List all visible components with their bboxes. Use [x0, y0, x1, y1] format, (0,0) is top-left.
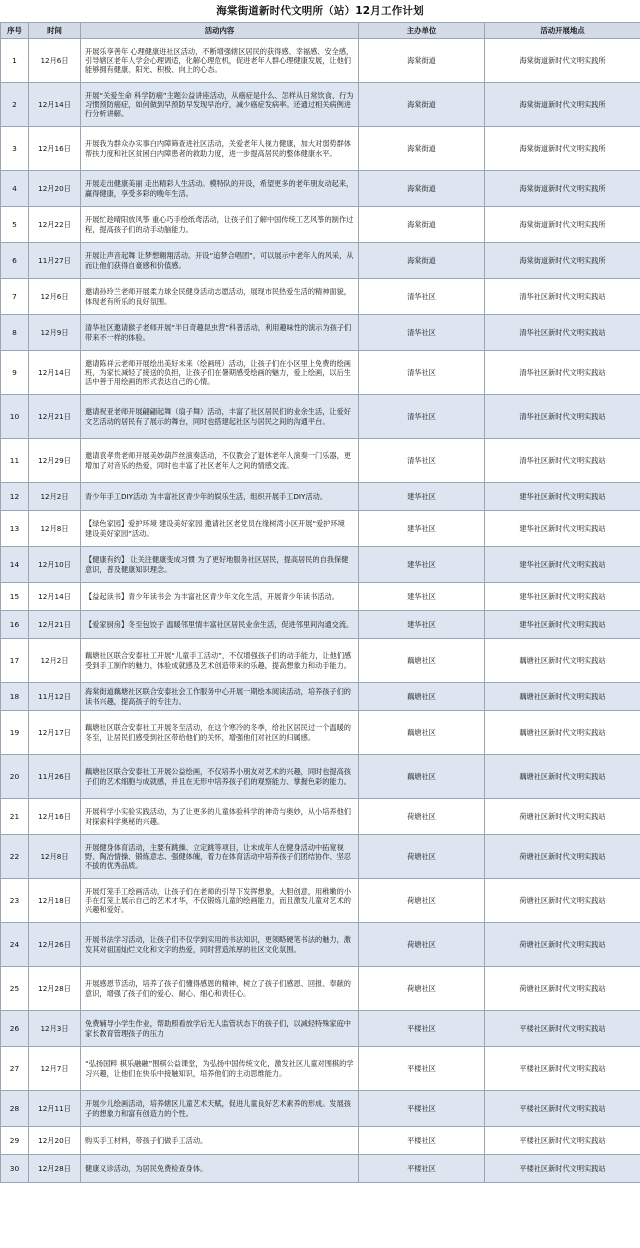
row-organizer: 藕塘社区 [359, 639, 485, 683]
table-row [1, 835, 640, 879]
row-time: 12月10日 [29, 547, 81, 583]
row-location: 海棠街道新时代文明实践所 [485, 207, 640, 243]
row-time: 12月7日 [29, 1047, 81, 1091]
row-number: 16 [1, 611, 29, 639]
row-time: 12月8日 [29, 511, 81, 547]
row-time: 12月14日 [29, 583, 81, 611]
row-time: 12月28日 [29, 967, 81, 1011]
row-content: 健康义诊活动，为居民免费检查身体。 [81, 1155, 359, 1183]
row-content: 开展感恩节活动，培养了孩子们懂得感恩的精神，树立了孩子们感恩、回报、奉献的意识，增强了孩子们的爱心、耐心、细心和责任心。 [81, 967, 359, 1011]
table-row [1, 395, 640, 439]
header-time: 时间 [29, 23, 81, 39]
table-row [1, 171, 640, 207]
row-location: 平楼社区新时代文明实践站 [485, 1047, 640, 1091]
row-number: 8 [1, 315, 29, 351]
row-content: 藕塘社区联合安泰社工开展冬至活动，在这个寒冷的冬季，给社区居民过一个温暖的冬至，让居民们感受到社区带给他们的关怀，增强他们对社区的归属感。 [81, 711, 359, 755]
row-number: 28 [1, 1091, 29, 1127]
table-row [1, 279, 640, 315]
row-location: 藕塘社区新时代文明实践站 [485, 711, 640, 755]
row-time: 11月26日 [29, 755, 81, 799]
row-time: 12月29日 [29, 439, 81, 483]
row-organizer: 清华社区 [359, 351, 485, 395]
table-row [1, 1047, 640, 1091]
row-content: 【健康有约】 让关注健康变成习惯 为了更好地服务社区居民，提高居民的自我保健意识，普及健康知识理念。 [81, 547, 359, 583]
table-body [1, 39, 640, 1183]
header-org: 主办单位 [359, 23, 485, 39]
table-row [1, 547, 640, 583]
row-time: 12月2日 [29, 483, 81, 511]
header-no: 序号 [1, 23, 29, 39]
row-number: 10 [1, 395, 29, 439]
row-time: 12月6日 [29, 39, 81, 83]
row-number: 26 [1, 1011, 29, 1047]
table-row [1, 755, 640, 799]
row-number: 5 [1, 207, 29, 243]
row-number: 3 [1, 127, 29, 171]
row-location: 荷塘社区新时代文明实践站 [485, 879, 640, 923]
row-location: 藕塘社区新时代文明实践站 [485, 639, 640, 683]
row-number: 14 [1, 547, 29, 583]
row-location: 海棠街道新时代文明实践所 [485, 39, 640, 83]
table-row [1, 207, 640, 243]
row-content: 开展灯笼手工绘画活动，让孩子们在老师的引导下发挥想象，大胆创意，用稚嫩的小手在灯笼上展示自己的艺术才华，不仅锻炼儿童的绘画能力，而且激发儿童对艺术的兴趣和爱好。 [81, 879, 359, 923]
row-organizer: 建华社区 [359, 583, 485, 611]
row-number: 24 [1, 923, 29, 967]
row-location: 清华社区新时代文明实践站 [485, 279, 640, 315]
row-content: “弘扬国粹 棋乐融融”围棋公益课堂，为弘扬中国传统文化，激发社区儿童对围棋的学习兴趣，让他们在快乐中接触知识，培养他们的主动思维能力。 [81, 1047, 359, 1091]
row-number: 15 [1, 583, 29, 611]
row-content: 开展少儿绘画活动，培养辖区儿童艺术天赋，促进儿童良好艺术素养的形成。发展孩子的想象力和富有创造力的个性。 [81, 1091, 359, 1127]
row-organizer: 建华社区 [359, 611, 485, 639]
row-organizer: 海棠街道 [359, 127, 485, 171]
table-row [1, 127, 640, 171]
row-time: 12月9日 [29, 315, 81, 351]
table-row [1, 639, 640, 683]
row-time: 12月28日 [29, 1155, 81, 1183]
row-organizer: 清华社区 [359, 279, 485, 315]
row-number: 23 [1, 879, 29, 923]
row-number: 9 [1, 351, 29, 395]
row-content: 购买手工材料，带孩子们做手工活动。 [81, 1127, 359, 1155]
row-organizer: 建华社区 [359, 511, 485, 547]
row-organizer: 平楼社区 [359, 1047, 485, 1091]
row-time: 12月21日 [29, 611, 81, 639]
row-organizer: 海棠街道 [359, 39, 485, 83]
table-row [1, 439, 640, 483]
row-location: 平楼社区新时代文明实践站 [485, 1011, 640, 1047]
table-row [1, 799, 640, 835]
row-organizer: 清华社区 [359, 395, 485, 439]
row-location: 荷塘社区新时代文明实践站 [485, 923, 640, 967]
row-number: 20 [1, 755, 29, 799]
row-number: 18 [1, 683, 29, 711]
row-location: 平楼社区新时代文明实践站 [485, 1155, 640, 1183]
row-content: 免费辅导小学生作业，帮助照看放学后无人监管状态下的孩子们，以减轻特殊家庭中家长教育管理孩子的压力 [81, 1011, 359, 1047]
row-time: 12月18日 [29, 879, 81, 923]
row-time: 11月12日 [29, 683, 81, 711]
row-time: 12月16日 [29, 799, 81, 835]
row-content: 邀请袁孝贵老师开展美妙葫芦丝演奏活动，不仅教会了退休老年人演奏一门乐器，更增加了对音乐的热爱，同时也丰富了社区老年人之间的情感交流。 [81, 439, 359, 483]
row-organizer: 平楼社区 [359, 1091, 485, 1127]
row-location: 海棠街道新时代文明实践所 [485, 83, 640, 127]
row-number: 29 [1, 1127, 29, 1155]
row-location: 平楼社区新时代文明实践站 [485, 1091, 640, 1127]
table-row [1, 683, 640, 711]
table-row [1, 583, 640, 611]
table-row [1, 1011, 640, 1047]
row-content: 【绿色家园】爱护环境 建设美好家园 邀请社区老党员在缘树湾小区开展“爱护环境 建设美好家园”活动。 [81, 511, 359, 547]
row-time: 12月3日 [29, 1011, 81, 1047]
row-location: 海棠街道新时代文明实践所 [485, 127, 640, 171]
row-time: 12月20日 [29, 171, 81, 207]
row-location: 清华社区新时代文明实践站 [485, 395, 640, 439]
table-row [1, 711, 640, 755]
row-content: 【益起读书】青少年读书会 为丰富社区青少年文化生活，开展青少年读书活动。 [81, 583, 359, 611]
row-content: 青少年手工DIY活动 为丰富社区青少年的娱乐生活，组织开展手工DIY活动。 [81, 483, 359, 511]
row-organizer: 荷塘社区 [359, 923, 485, 967]
row-content: 开展乐享善年 心理健康进社区活动，不断增强辖区居民的获得感、幸福感、安全感，引导辖区老年人学会心理调适，化解心理危机，促进老年人群心理健康发展，让他们能够拥有健康、阳光、积极、向上的心态。 [81, 39, 359, 83]
table-row [1, 611, 640, 639]
row-time: 12月8日 [29, 835, 81, 879]
row-number: 22 [1, 835, 29, 879]
row-content: 【爱家厨房】冬至包饺子 温暖邻里情丰富社区居民业余生活，促进邻里间沟通交流。 [81, 611, 359, 639]
row-location: 荷塘社区新时代文明实践站 [485, 835, 640, 879]
row-number: 11 [1, 439, 29, 483]
row-content: 开展科学小实验实践活动，为了让更多的儿童体验科学的神奇与奥妙，从小培养他们对探索科学奥秘的兴趣。 [81, 799, 359, 835]
row-location: 建华社区新时代文明实践站 [485, 511, 640, 547]
row-location: 荷塘社区新时代文明实践站 [485, 967, 640, 1011]
row-number: 2 [1, 83, 29, 127]
row-location: 清华社区新时代文明实践站 [485, 351, 640, 395]
row-organizer: 平楼社区 [359, 1011, 485, 1047]
table-row [1, 1155, 640, 1183]
row-number: 13 [1, 511, 29, 547]
row-location: 藕塘社区新时代文明实践站 [485, 755, 640, 799]
row-content: 开展走出健康美丽 走出精彩人生活动。模特队的开设，希望更多的老年朋友动起来，赢得健康，享受多彩的晚年生活。 [81, 171, 359, 207]
row-time: 12月2日 [29, 639, 81, 683]
row-content: 藕塘社区联合安泰社工开展“儿童手工活动”，不仅增强孩子们的动手能力，让他们感受到手工制作的魅力，体验成就感及艺术创造带来的乐趣，提高想象力和动手能力。 [81, 639, 359, 683]
table-row [1, 511, 640, 547]
row-number: 21 [1, 799, 29, 835]
row-organizer: 清华社区 [359, 439, 485, 483]
row-organizer: 荷塘社区 [359, 879, 485, 923]
row-time: 12月26日 [29, 923, 81, 967]
row-content: 开展我为群众办实事白内障筛查进社区活动，关爱老年人视力健康，加大对弱势群体帮扶力度和社区贫困白内障患者的救助力度，进一步提高居民的整体健康水平。 [81, 127, 359, 171]
table-header-row [1, 23, 640, 39]
row-location: 荷塘社区新时代文明实践站 [485, 799, 640, 835]
page-title: 海棠街道新时代文明所（站）12月工作计划 [216, 5, 424, 17]
row-organizer: 藕塘社区 [359, 755, 485, 799]
row-time: 12月6日 [29, 279, 81, 315]
row-location: 海棠街道新时代文明实践所 [485, 243, 640, 279]
row-location: 藕塘社区新时代文明实践站 [485, 683, 640, 711]
row-location: 海棠街道新时代文明实践所 [485, 171, 640, 207]
row-content: 开展健身体育活动，主要有跳操、立定跳等项目，让未成年人在健身活动中拓宽视野、陶冶情操、锻炼意志、强健体魄，着力在体育活动中培养孩子们团结协作、坚忍不拔的优秀品质。 [81, 835, 359, 879]
table-row [1, 923, 640, 967]
row-number: 6 [1, 243, 29, 279]
row-organizer: 藕塘社区 [359, 683, 485, 711]
table-row [1, 1091, 640, 1127]
row-number: 7 [1, 279, 29, 315]
row-organizer: 清华社区 [359, 315, 485, 351]
row-content: 藕塘社区联合安泰社工开展公益绘画，不仅培养小朋友对艺术的兴趣，同时也提高孩子们的艺术细胞与成就感，并且在无形中培养孩子们的观察能力、掌握色彩的能力。 [81, 755, 359, 799]
table-row [1, 315, 640, 351]
table-row [1, 351, 640, 395]
row-number: 19 [1, 711, 29, 755]
row-time: 12月22日 [29, 207, 81, 243]
row-location: 建华社区新时代文明实践站 [485, 583, 640, 611]
table-row [1, 243, 640, 279]
row-organizer: 平楼社区 [359, 1127, 485, 1155]
row-organizer: 建华社区 [359, 547, 485, 583]
row-location: 建华社区新时代文明实践站 [485, 483, 640, 511]
row-organizer: 荷塘社区 [359, 799, 485, 835]
row-organizer: 荷塘社区 [359, 967, 485, 1011]
row-content: 开展忙趁晴阳放风筝 重心巧手绘纸鸢活动，让孩子们了解中国传统工艺风筝的制作过程，提高孩子们的动手动脑能力。 [81, 207, 359, 243]
row-content: 海棠街道藕塘社区联合安泰社会工作服务中心开展一期绘本阅读活动，培养孩子们的读书兴趣，提高孩子的专注力。 [81, 683, 359, 711]
row-time: 12月21日 [29, 395, 81, 439]
row-organizer: 藕塘社区 [359, 711, 485, 755]
row-time: 12月20日 [29, 1127, 81, 1155]
row-content: 开展书法学习活动，让孩子们不仅学到实用的书法知识，更领略硬笔书法的魅力，激发其对祖国灿烂文化和文字的热爱，同时营造浓厚的社区文化氛围。 [81, 923, 359, 967]
row-content: 邀请孙玲兰老师开展柔力球全民健身活动志愿活动，展现市民热爱生活的精神面貌，体现老有所乐的良好氛围。 [81, 279, 359, 315]
header-place: 活动开展地点 [485, 23, 640, 39]
row-location: 建华社区新时代文明实践站 [485, 611, 640, 639]
header-content: 活动内容 [81, 23, 359, 39]
row-number: 4 [1, 171, 29, 207]
row-organizer: 海棠街道 [359, 171, 485, 207]
row-location: 建华社区新时代文明实践站 [485, 547, 640, 583]
row-content: 邀请陈祥云老师开展绘出美好未来（绘画班）活动，让孩子们在小区里上免费的绘画班，为家长减轻了接送的负担，让孩子们在暑期感受绘画的魅力，爱上绘画，以后生活中善于用绘画的形式表达自己的心情。 [81, 351, 359, 395]
row-location: 清华社区新时代文明实践站 [485, 315, 640, 351]
row-organizer: 建华社区 [359, 483, 485, 511]
work-plan-table [0, 22, 640, 1183]
row-location: 平楼社区新时代文明实践站 [485, 1127, 640, 1155]
row-organizer: 海棠街道 [359, 207, 485, 243]
row-number: 1 [1, 39, 29, 83]
row-organizer: 海棠街道 [359, 243, 485, 279]
row-time: 11月27日 [29, 243, 81, 279]
row-location: 清华社区新时代文明实践站 [485, 439, 640, 483]
row-content: 邀请祝亚老师开展翩翩起舞（扇子舞）活动，丰富了社区居民们的业余生活，让爱好文艺活动的居民有了展示的舞台，同时也搭建起社区与居民之间的沟通平台。 [81, 395, 359, 439]
table-row [1, 39, 640, 83]
row-number: 27 [1, 1047, 29, 1091]
table-row [1, 483, 640, 511]
row-time: 12月17日 [29, 711, 81, 755]
table-row [1, 1127, 640, 1155]
row-number: 25 [1, 967, 29, 1011]
table-row [1, 879, 640, 923]
row-number: 17 [1, 639, 29, 683]
row-number: 30 [1, 1155, 29, 1183]
row-organizer: 海棠街道 [359, 83, 485, 127]
row-time: 12月14日 [29, 351, 81, 395]
row-content: 清华社区邀请猴子老师开展“半日奇趣昆虫营”科普活动，利用趣味性的演示为孩子们带来不一样的体验。 [81, 315, 359, 351]
row-content: 开展让声音起舞 让梦想翱翔活动。开设“追梦合唱团”，可以展示中老年人的风采，从而让他们获得自豪感和价值感。 [81, 243, 359, 279]
row-content: 开展“关爱生命 科学防癌”主题公益讲座活动，从癌症是什么、怎样从日常饮食、行为习惯预防癌症，如何做到早预防早发现早治疗，减少癌症发病率。还通过相关病例进行分析讲解。 [81, 83, 359, 127]
row-organizer: 荷塘社区 [359, 835, 485, 879]
row-time: 12月14日 [29, 83, 81, 127]
row-time: 12月11日 [29, 1091, 81, 1127]
row-time: 12月16日 [29, 127, 81, 171]
table-row [1, 967, 640, 1011]
row-organizer: 平楼社区 [359, 1155, 485, 1183]
table-row [1, 83, 640, 127]
row-number: 12 [1, 483, 29, 511]
